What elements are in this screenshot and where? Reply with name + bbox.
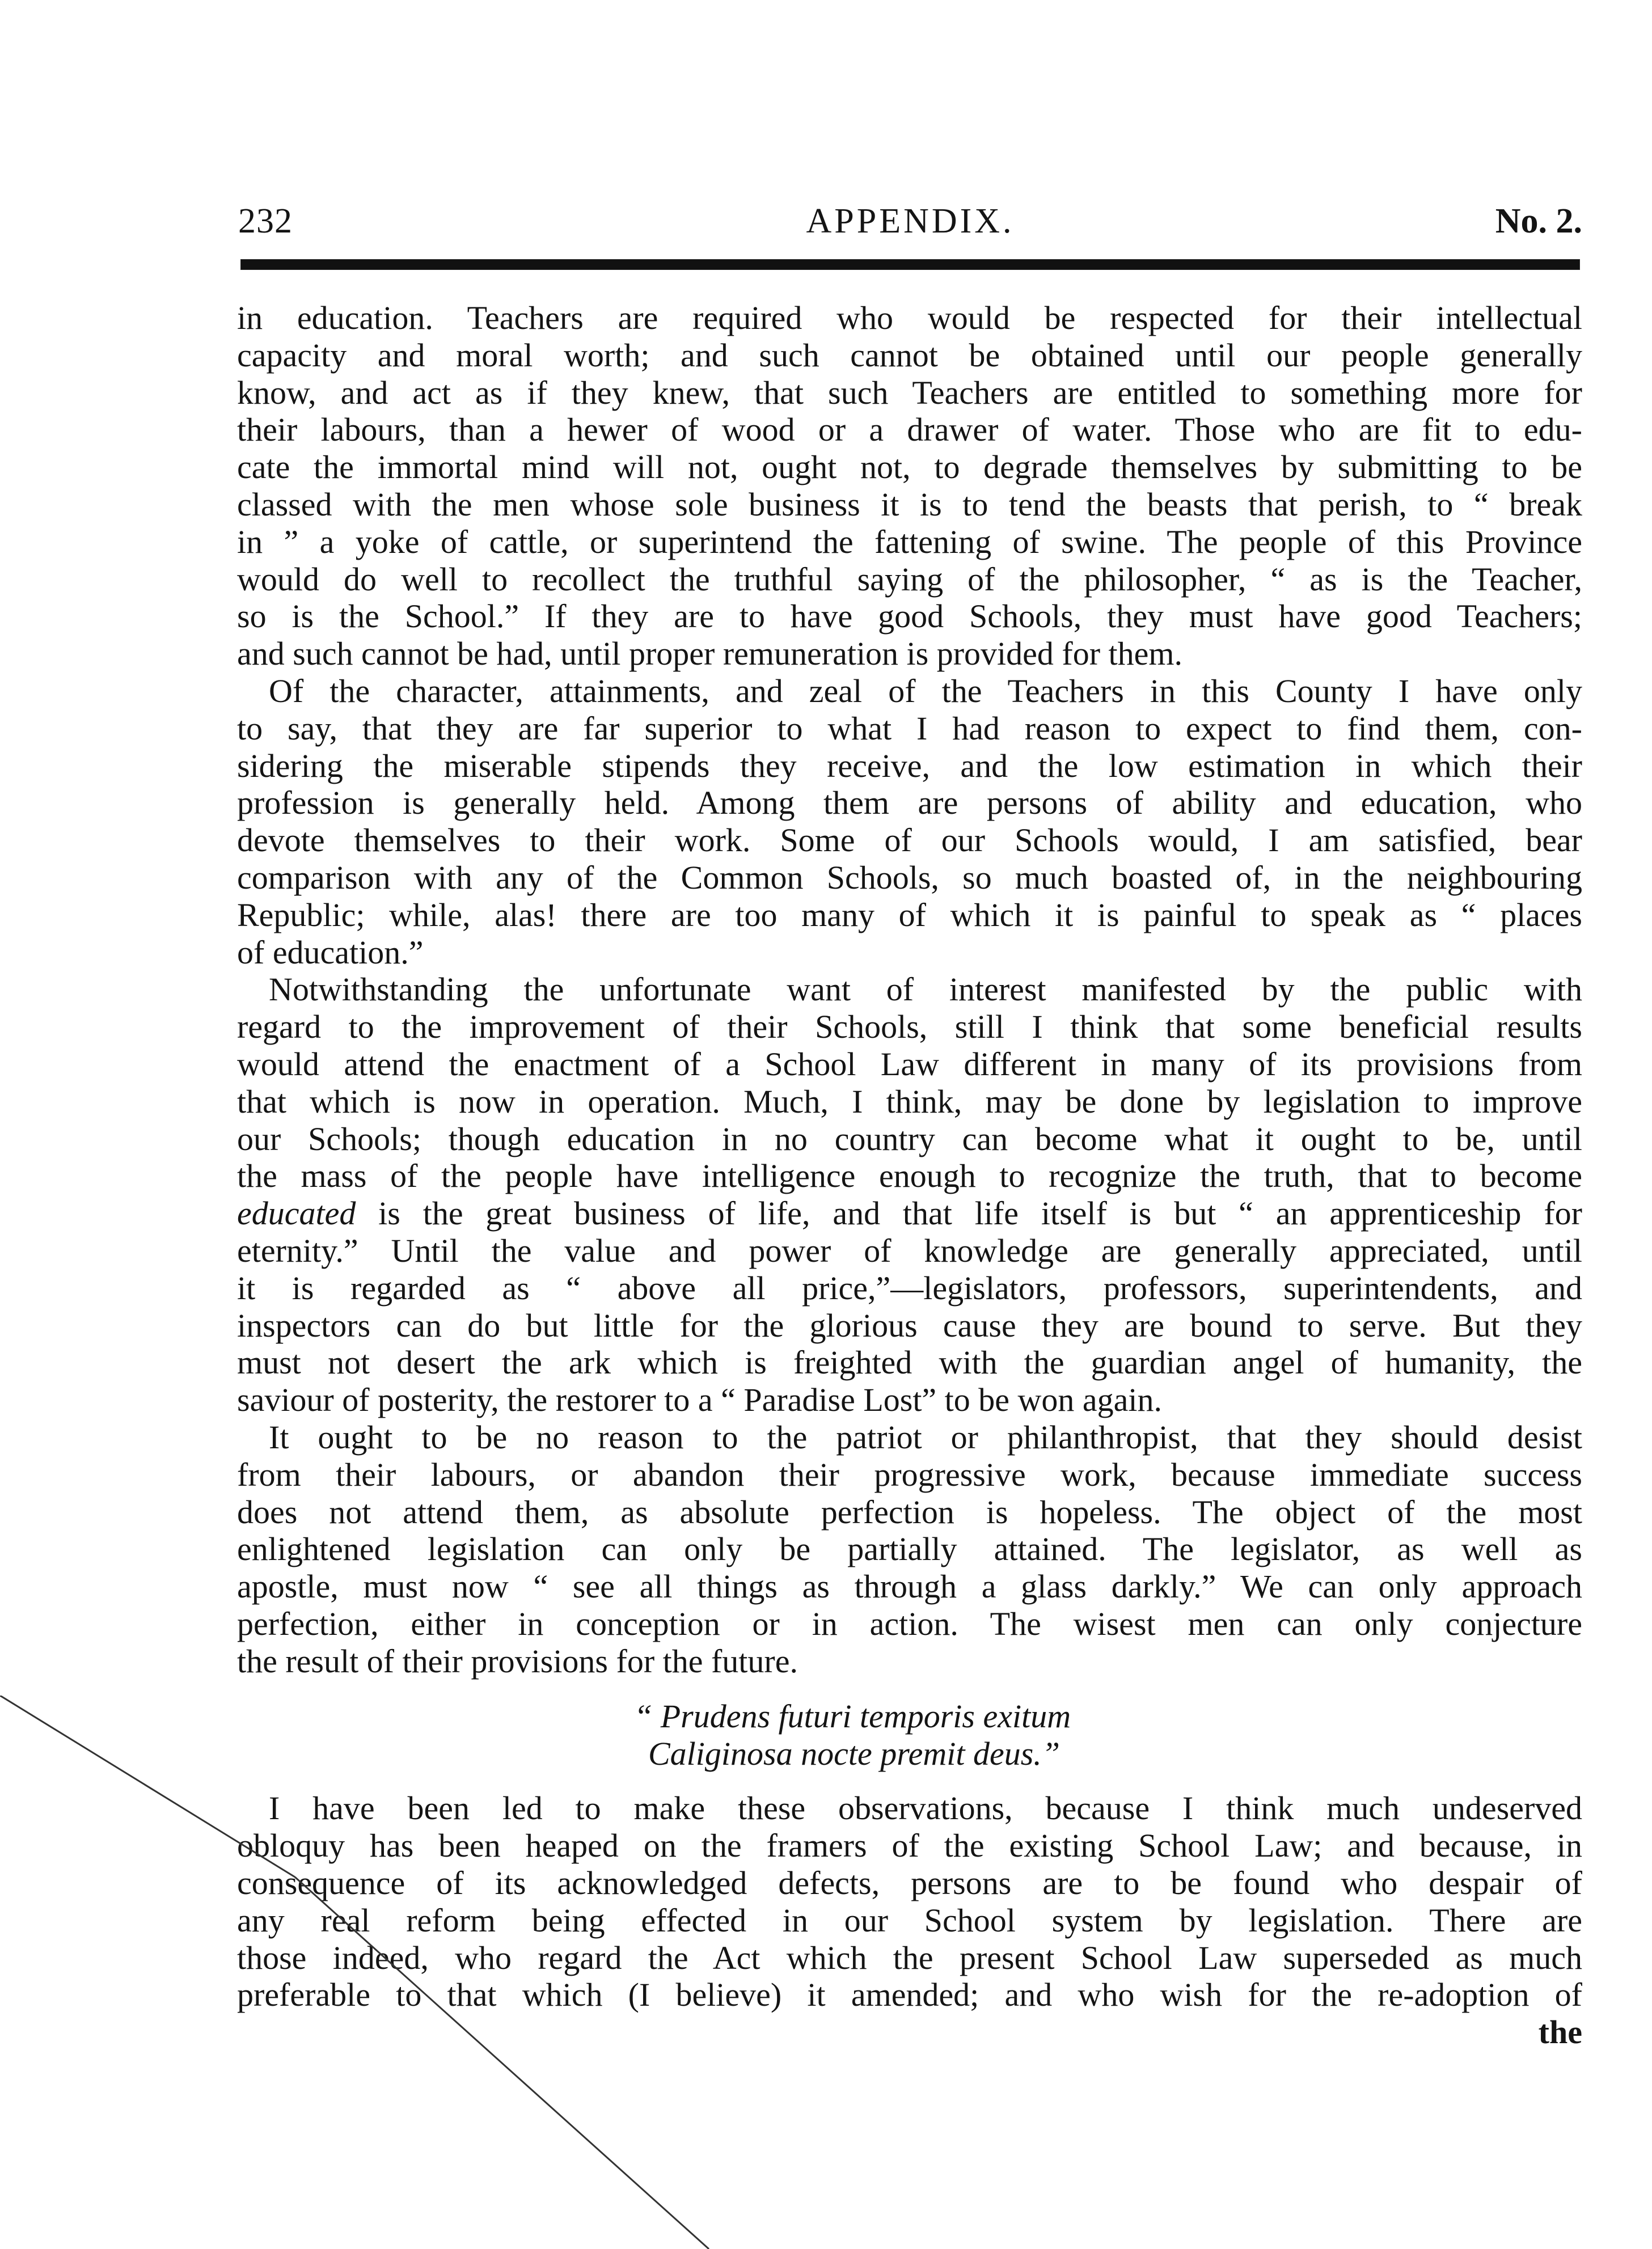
text-line: would do well to recollect the truthful saying of the philosopher, “ as is the Teacher, xyxy=(237,560,1582,598)
text-line: I have been led to make these observations, because I think much undeserved xyxy=(269,1790,1582,1827)
text-line: Republic; while, alas! there are too many of which it is painful to speak as “ places xyxy=(237,896,1582,933)
text-line: inspectors can do but little for the glorious cause they are bound to serve. But they xyxy=(237,1307,1582,1344)
scan-stray-mark xyxy=(0,1696,1652,2249)
text-line: classed with the men whose sole business it is to tend the beasts that perish, to “ break xyxy=(237,485,1582,523)
text-line: it is regarded as “ above all price,”—legislators, professors, superintendents, and xyxy=(237,1269,1582,1307)
text-line: must not desert the ark which is freighted with the guardian angel of humanity, the xyxy=(237,1344,1582,1381)
text-line: cate the immortal mind will not, ought not, to degrade themselves by submitting to be xyxy=(237,449,1582,486)
text-line: to say, that they are far superior to what I had reason to expect to find them, con- xyxy=(237,709,1582,747)
paragraph-patriot xyxy=(237,1419,1582,1680)
page-number: 232 xyxy=(238,202,293,240)
text-line: the result of their provisions for the future. xyxy=(237,1642,798,1680)
text-line: saviour of posterity, the restorer to a “ Paradise Lost” to be won again. xyxy=(237,1381,1163,1419)
text-line: does not attend them, as absolute perfection is hopeless. The object of the most xyxy=(237,1493,1582,1531)
paragraph-teachers-respect xyxy=(237,299,1582,673)
text-line: that which is now in operation. Much, I think, may be done by legislation to improve xyxy=(237,1083,1582,1120)
text-line: apostle, must now “ see all things as through a glass darkly.” We can only approach xyxy=(237,1568,1582,1605)
text-line: any real reform being effected in our School system by legislation. There are xyxy=(237,1901,1582,1939)
text-line: profession is generally held. Among them are persons of ability and education, who xyxy=(237,784,1582,822)
text-line: so is the School.” If they are to have good Schools, they must have good Teachers; xyxy=(237,598,1582,635)
text-line: of education.” xyxy=(237,933,424,971)
paragraph-teachers-character xyxy=(237,673,1582,971)
text-line: preferable to that which (I believe) it amended; and who wish for the re-adoption of xyxy=(237,1976,1582,2014)
text-line: devote themselves to their work. Some of our Schools would, I am satisfied, bear xyxy=(237,822,1582,859)
text-line: our Schools; though education in no country can become what it ought to be, until xyxy=(237,1120,1582,1157)
text-line: Of the character, attainments, and zeal of the Teachers in this County I have only xyxy=(269,672,1582,709)
text-line: Notwithstanding the unfortunate want of interest manifested by the public with xyxy=(269,971,1582,1008)
text-line: consequence of its acknowledged defects, persons are to be found who despair of xyxy=(237,1865,1582,1902)
text-fragment: is the great business of life, and that life itself is but “ an apprenticeship for xyxy=(356,1195,1582,1232)
running-title: APPENDIX. xyxy=(806,202,1015,240)
text-line: sidering the miserable stipends they receive, and the low estimation in which their xyxy=(237,747,1582,784)
text-line: from their labours, or abandon their progressive work, because immediate success xyxy=(237,1456,1582,1493)
page-header xyxy=(238,201,1582,252)
header-rule xyxy=(241,260,1579,269)
text-line: the mass of the people have intelligence enough to recognize the truth, that to become xyxy=(237,1157,1582,1195)
quote-line: “ Prudens futuri temporis exitum xyxy=(634,1698,1071,1735)
text-line: eternity.” Until the value and power of knowledge are generally appreciated, until xyxy=(237,1232,1582,1269)
appendix-number: No. 2. xyxy=(1495,202,1582,240)
text-line: It ought to be no reason to the patriot or philanthropist, that they should desist xyxy=(269,1418,1582,1456)
text-line: in education. Teachers are required who would be respected for their intellectual xyxy=(237,299,1582,336)
italic-word: educated xyxy=(237,1195,356,1232)
paragraph-school-law xyxy=(237,971,1582,1419)
text-line: perfection, either in conception or in action. The wisest men can only conjecture xyxy=(237,1605,1582,1642)
text-line: comparison with any of the Common Schools, so much boasted of, in the neighbouring xyxy=(237,859,1582,896)
text-line: and such cannot be had, until proper remuneration is provided for them. xyxy=(237,635,1183,673)
text-line: know, and act as if they knew, that such Teachers are entitled to something more for xyxy=(237,374,1582,411)
text-line: in ” a yoke of cattle, or superintend the fattening of swine. The people of this Province xyxy=(237,523,1582,560)
text-line-with-italic xyxy=(237,1195,1582,1232)
text-line: enlightened legislation can only be partially attained. The legislator, as well as xyxy=(237,1531,1582,1568)
text-line: regard to the improvement of their Schools, still I think that some beneficial results xyxy=(237,1008,1582,1046)
text-line: capacity and moral worth; and such cannot be obtained until our people generally xyxy=(237,336,1582,374)
text-line: would attend the enactment of a School Law different in many of its provisions from xyxy=(237,1045,1582,1083)
catchword: the xyxy=(1538,2014,1582,2051)
text-line: obloquy has been heaped on the framers of the existing School Law; and because, in xyxy=(237,1827,1582,1865)
text-line: their labours, than a hewer of wood or a drawer of water. Those who are fit to edu- xyxy=(237,411,1582,449)
text-line: those indeed, who regard the Act which the present School Law superseded as much xyxy=(237,1939,1582,1976)
quote-line: Caliginosa nocte premit deus.” xyxy=(648,1735,1061,1773)
